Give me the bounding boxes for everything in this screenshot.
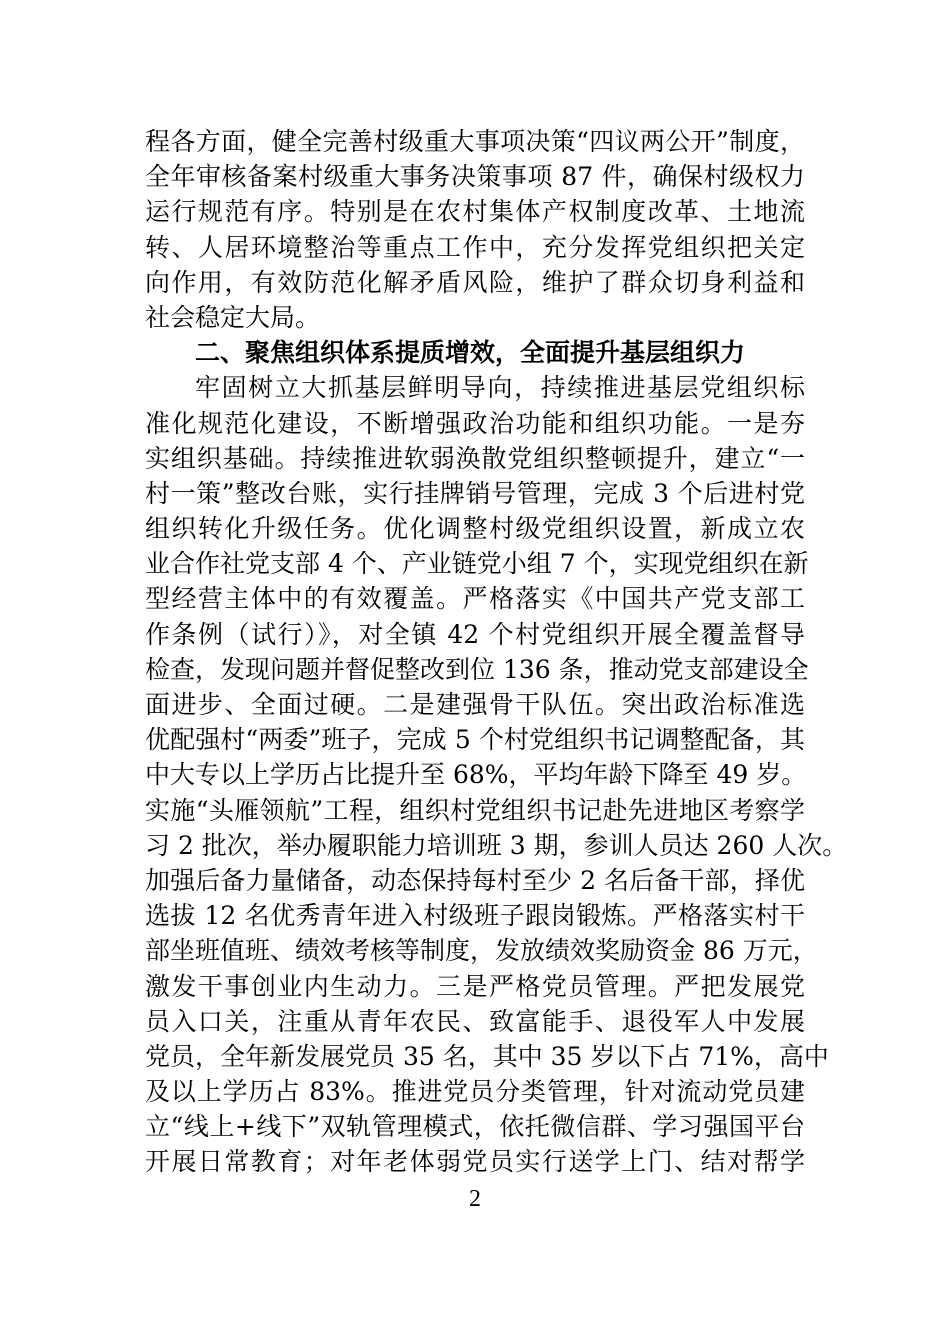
text-line: 型经营主体中的有效覆盖。严格落实《中国共产党支部工 xyxy=(145,584,805,614)
text-line: 激发干事创业内生动力。三是严格党员管理。严把发展党 xyxy=(145,971,805,1001)
section-heading xyxy=(145,335,805,370)
text-line: 面进步、全面过硬。二是建强骨干队伍。突出政治标准选 xyxy=(145,690,805,719)
text-line: 全年审核备案村级重大事务决策事项 87 件，确保村级权力 xyxy=(145,162,805,192)
text-line: 习 2 批次，举办履职能力培训班 3 期，参训人员达 260 人次。 xyxy=(145,830,848,860)
text-line: 村一策”整改台账，实行挂牌销号管理，完成 3 个后进村党 xyxy=(145,478,805,508)
document-body xyxy=(145,124,848,1180)
text-line: 二、聚焦组织体系提质增效，全面提升基层组织力 xyxy=(195,338,746,368)
text-line: 中大专以上学历占比提升至 68%，平均年龄下降至 49 岁。 xyxy=(145,760,807,790)
text-line: 组织转化升级任务。优化调整村级党组织设置，新成立农 xyxy=(145,514,805,544)
text-line: 业合作社党支部 4 个、产业链党小组 7 个，实现党组织在新 xyxy=(145,549,809,579)
text-line: 牢固树立大抓基层鲜明导向，持续推进基层党组织标 xyxy=(195,373,805,403)
text-line: 实组织基础。持续推进软弱涣散党组织整顿提升，建立“一 xyxy=(145,443,805,473)
paragraph xyxy=(145,124,805,335)
text-line: 向作用，有效防范化解矛盾风险，维护了群众切身利益和 xyxy=(145,267,805,297)
text-line: 程各方面，健全完善村级重大事项决策“四议两公开”制度， xyxy=(145,127,805,156)
text-line: 社会稳定大局。 xyxy=(145,302,321,332)
text-line: 检查，发现问题并督促整改到位 136 条，推动党支部建设全 xyxy=(145,654,809,684)
text-line: 员入口关，注重从青年农民、致富能手、退役军人中发展 xyxy=(145,1006,805,1036)
page-number: 2 xyxy=(469,1186,481,1212)
text-line: 立“线上+线下”双轨管理模式，依托微信群、学习强国平台 xyxy=(145,1112,805,1142)
text-line: 加强后备力量储备，动态保持每村至少 2 名后备干部，择优 xyxy=(145,865,805,895)
text-line: 实施“头雁领航”工程，组织村党组织书记赴先进地区考察学 xyxy=(145,795,805,825)
text-line: 党员，全年新发展党员 35 名，其中 35 岁以下占 71%，高中 xyxy=(145,1041,829,1071)
text-line: 及以上学历占 83%。推进党员分类管理，针对流动党员建 xyxy=(145,1077,805,1107)
text-line: 开展日常教育；对年老体弱党员实行送学上门、结对帮学 xyxy=(145,1147,805,1177)
text-line: 优配强村“两委”班子，完成 5 个村党组织书记调整配备，其 xyxy=(145,725,805,755)
text-line: 运行规范有序。特别是在农村集体产权制度改革、土地流 xyxy=(145,197,805,227)
text-line: 部坐班值班、绩效考核等制度，发放绩效奖励资金 86 万元， xyxy=(145,936,818,966)
paragraph xyxy=(145,370,848,1179)
text-line: 选拔 12 名优秀青年进入村级班子跟岗锻炼。严格落实村干 xyxy=(145,901,805,931)
text-line: 作条例（试行）》，对全镇 42 个村党组织开展全覆盖督导 xyxy=(145,619,805,649)
text-line: 转、人居环境整治等重点工作中，充分发挥党组织把关定 xyxy=(145,232,805,262)
text-line: 准化规范化建设，不断增强政治功能和组织功能。一是夯 xyxy=(145,408,805,438)
